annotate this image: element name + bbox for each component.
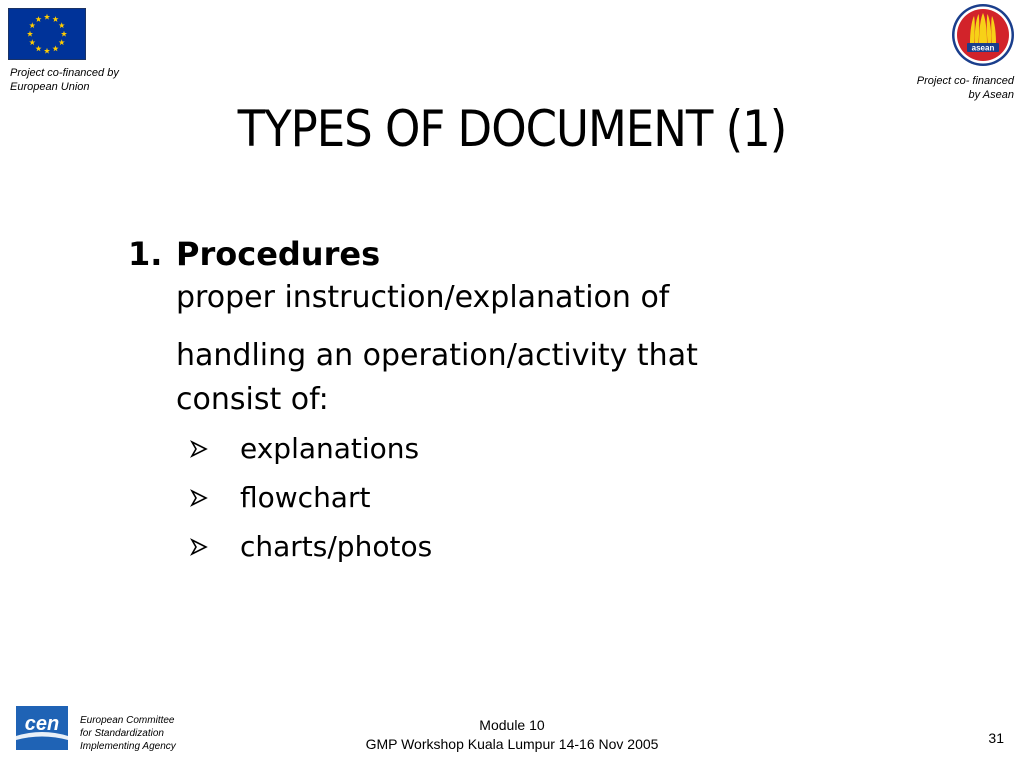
asean-logo: [950, 2, 1016, 68]
item-heading: Procedures: [176, 235, 381, 273]
footer-module: Module 10: [479, 717, 545, 733]
description-line-3: consist of:: [176, 382, 329, 417]
cen-line-3: Implementing Agency: [80, 741, 176, 752]
list-item: [190, 522, 928, 571]
arrowhead-bullet-icon: [190, 538, 240, 556]
footer-center: [0, 716, 1024, 754]
slide-body: [128, 232, 928, 571]
asean-logo-text: asean: [971, 43, 995, 53]
list-item: [190, 424, 928, 473]
procedures-heading: [128, 232, 928, 276]
arrowhead-bullet-icon: [190, 440, 240, 458]
bullet-text: explanations: [240, 432, 420, 465]
description-line-1: proper instruction/explanation of: [176, 280, 670, 315]
eu-caption-line1: Project co-financed by: [10, 67, 119, 79]
eu-caption-line2: European Union: [10, 81, 90, 93]
eu-flag-logo: [8, 8, 86, 60]
eu-cofinance-caption: [10, 66, 150, 94]
item-number: 1.: [128, 235, 163, 273]
description-line-2: handling an operation/activity that: [176, 338, 698, 373]
asean-caption-line2: by Asean: [968, 89, 1014, 101]
slide-title: TYPES OF DOCUMENT (1): [237, 100, 787, 158]
list-item: [190, 473, 928, 522]
bullet-text: flowchart: [240, 481, 371, 514]
arrowhead-bullet-icon: [190, 489, 240, 507]
cen-line-2: for Standardization: [80, 728, 164, 739]
page-number: 31: [988, 730, 1004, 746]
cen-logo-text: cen: [24, 713, 60, 735]
bullet-text: charts/photos: [240, 530, 433, 563]
footer-workshop: GMP Workshop Kuala Lumpur 14-16 Nov 2005: [365, 736, 659, 752]
cen-line-1: European Committee: [80, 715, 175, 726]
bullet-list: [190, 424, 928, 571]
asean-caption-line1: Project co- financed: [916, 75, 1014, 87]
